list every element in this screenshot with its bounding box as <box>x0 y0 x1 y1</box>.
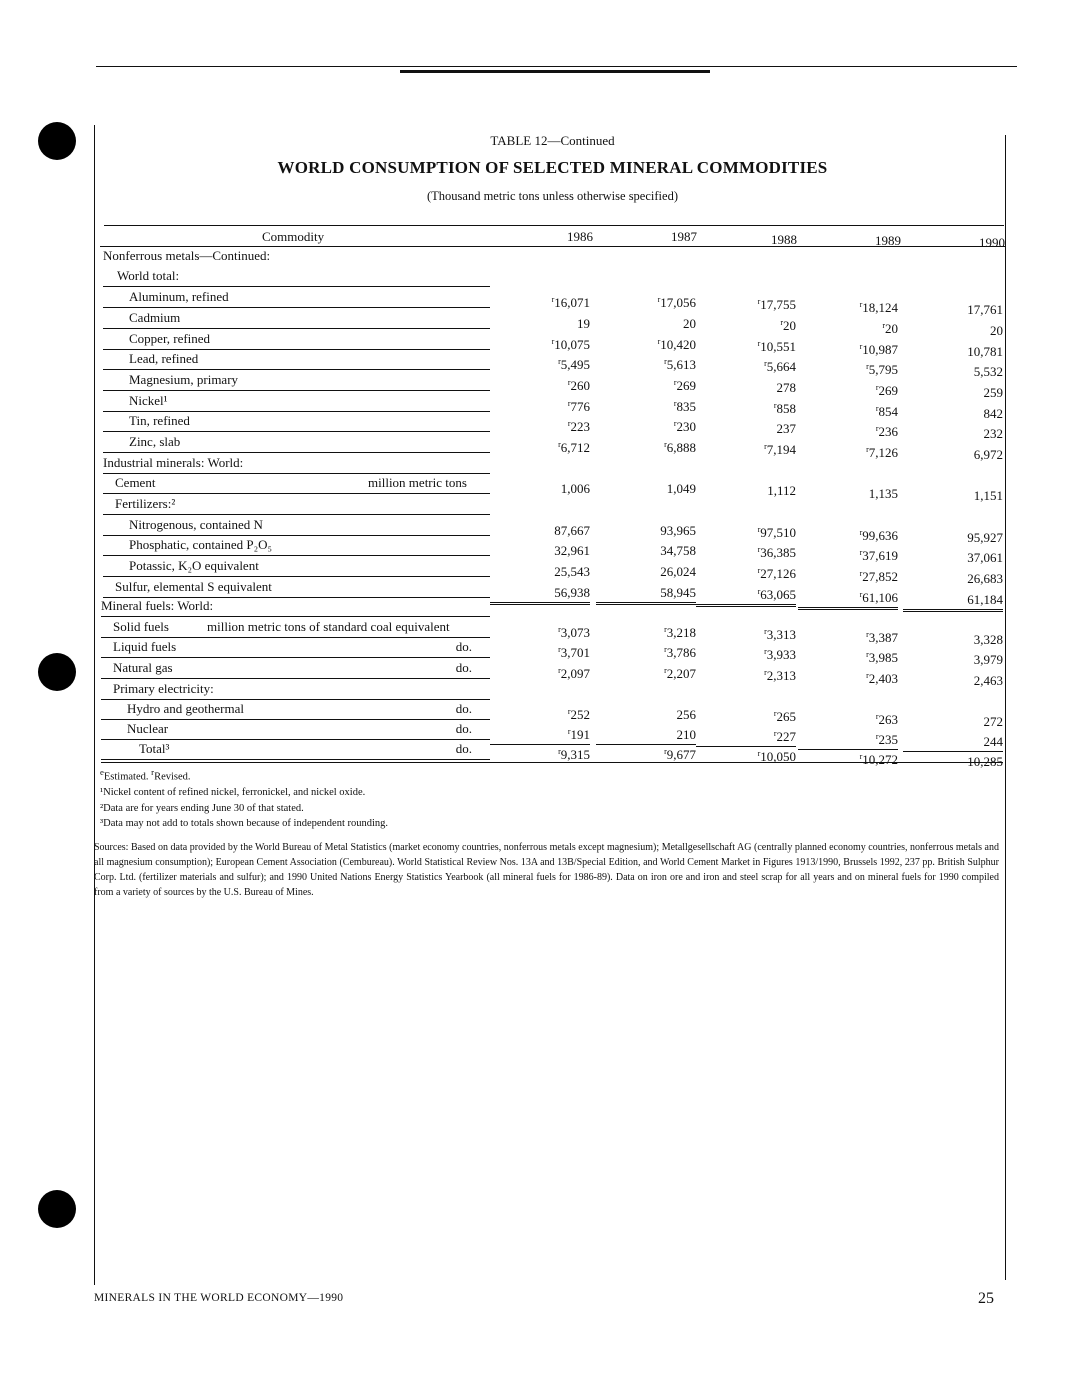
table-row <box>0 455 1071 475</box>
revised-marker: r <box>866 445 869 454</box>
cell-value: 5,795 <box>868 362 898 378</box>
row-label: Cement <box>115 475 156 490</box>
row-label: Liquid fuels <box>113 639 177 654</box>
cell-value: 210 <box>676 727 696 742</box>
cell-value: 99,636 <box>862 528 898 544</box>
revised-marker: r <box>558 645 561 654</box>
cell-value: 20 <box>683 316 696 331</box>
cell-value: 278 <box>776 380 796 395</box>
cell-value: 36,385 <box>760 545 796 561</box>
row-rule <box>103 349 490 350</box>
row-rule <box>103 369 490 370</box>
row-rule <box>103 576 490 577</box>
footnote-3: ³Data may not add to totals shown because of independent rounding. <box>100 818 389 829</box>
row-label: Nonferrous metals—Continued: <box>103 248 271 263</box>
running-footer: MINERALS IN THE WORLD ECONOMY—1990 <box>94 1292 344 1304</box>
row-rule <box>103 390 490 391</box>
table-cell <box>596 440 696 456</box>
column-header-commodity: Commodity <box>262 229 325 244</box>
cell-value: 244 <box>983 734 1003 749</box>
table-row <box>0 639 1071 667</box>
cell-value: 5,495 <box>560 357 590 373</box>
row-rule <box>101 699 490 700</box>
revised-marker: r <box>673 378 677 387</box>
row-label: World total: <box>117 268 180 283</box>
table-cell <box>490 645 590 661</box>
revised-marker: r <box>875 424 879 433</box>
table-cell <box>596 564 696 580</box>
cell-value: 2,403 <box>868 671 898 687</box>
cell-value: 235 <box>878 732 898 748</box>
table-row <box>0 475 1071 503</box>
revised-marker: r <box>866 630 869 639</box>
table-cell <box>596 666 696 682</box>
cell-value: 1,049 <box>666 481 696 496</box>
cell-value: 3,073 <box>560 625 590 641</box>
cell-value: 61,184 <box>967 592 1003 607</box>
cell-value: 17,056 <box>660 295 696 311</box>
cell-value: 16,071 <box>554 295 590 311</box>
row-label: Nitrogenous, contained N <box>129 517 263 532</box>
table-cell <box>596 357 696 373</box>
cell-value: 20 <box>783 318 796 334</box>
table-cell <box>490 419 590 435</box>
table-row <box>0 310 1071 338</box>
table-cell <box>596 481 696 497</box>
revised-marker: r <box>757 525 761 534</box>
cell-value: 87,667 <box>554 523 590 538</box>
table-row <box>0 289 1071 317</box>
cell-value: 3,313 <box>766 627 796 643</box>
cell-value: 5,532 <box>973 364 1003 379</box>
cell-value: 227 <box>776 729 796 745</box>
revised-marker: r <box>558 625 561 634</box>
revised-marker: r <box>882 321 885 330</box>
cell-value: 3,985 <box>868 650 898 666</box>
cell-value: 26,024 <box>660 564 696 579</box>
cell-value: 269 <box>676 378 696 394</box>
cell-value: 58,945 <box>660 585 696 600</box>
revised-marker: r <box>664 666 667 675</box>
cell-value: 26,683 <box>967 571 1003 586</box>
table-cell <box>596 316 696 332</box>
cell-value: 256 <box>676 707 696 722</box>
footnote-marker: r <box>151 767 155 777</box>
cell-value: 19 <box>577 316 590 331</box>
revised-marker: r <box>764 442 767 451</box>
revised-marker: r <box>859 528 863 537</box>
row-label: Potassic, K₂O equivalent <box>129 558 259 573</box>
table-row <box>0 413 1071 441</box>
footnote-text: Revised. <box>154 771 191 783</box>
cell-value: 1,006 <box>560 481 590 496</box>
revised-marker: r <box>657 337 661 346</box>
revised-marker: r <box>757 545 761 554</box>
column-header-year: 1989 <box>875 233 901 248</box>
row-rule <box>103 452 490 453</box>
cell-value: 854 <box>878 404 898 420</box>
row-label: Total³ <box>139 741 170 756</box>
revised-marker: r <box>558 357 561 366</box>
cell-value: 32,961 <box>554 543 590 558</box>
row-label: Hydro and geothermal <box>127 701 244 716</box>
row-rule <box>103 411 490 412</box>
table-row <box>0 268 1071 288</box>
table-cell <box>490 378 590 394</box>
cell-value: 3,701 <box>560 645 590 661</box>
table-row <box>0 372 1071 400</box>
table-row <box>0 537 1071 565</box>
cell-value: 3,218 <box>666 625 696 641</box>
cell-value: 272 <box>983 714 1003 729</box>
row-rule <box>103 555 490 556</box>
table-cell <box>490 295 590 311</box>
cell-value: 6,972 <box>973 447 1003 462</box>
row-rule <box>101 637 490 638</box>
row-label: Cadmium <box>129 310 181 325</box>
cell-value: 3,933 <box>766 647 796 663</box>
table-cell <box>903 754 1003 770</box>
revised-marker: r <box>875 404 879 413</box>
table-cell <box>490 543 590 559</box>
cell-value: 263 <box>878 712 898 728</box>
cell-value: 1,112 <box>767 483 796 498</box>
cell-value: 93,965 <box>660 523 696 538</box>
cell-value: 1,151 <box>973 488 1003 503</box>
table-cell <box>596 419 696 435</box>
table-cell <box>696 749 796 765</box>
revised-marker: r <box>773 709 777 718</box>
footnote-text: Estimated. <box>103 771 152 783</box>
table-label: TABLE 12—Continued <box>490 133 615 148</box>
row-unit: do. <box>455 741 472 756</box>
cell-value: 2,207 <box>666 666 696 682</box>
table-footnotes <box>100 765 388 832</box>
revised-marker: r <box>875 383 879 392</box>
cell-value: 10,420 <box>660 337 696 353</box>
row-rule <box>101 678 490 679</box>
cell-value: 9,677 <box>666 747 696 763</box>
row-unit: million metric tons <box>368 475 467 490</box>
cell-value: 237 <box>776 421 796 436</box>
table-row <box>0 434 1071 462</box>
table-cell <box>490 481 590 497</box>
cell-value: 236 <box>878 424 898 440</box>
cell-value: 37,061 <box>967 550 1003 565</box>
cell-value: 232 <box>983 426 1003 441</box>
revised-marker: r <box>558 440 561 449</box>
row-label: Primary electricity: <box>113 681 214 696</box>
table-row <box>0 558 1071 586</box>
revised-marker: r <box>558 747 561 756</box>
row-rule <box>101 759 490 760</box>
table-cell <box>596 747 696 763</box>
revised-marker: r <box>757 749 761 758</box>
revised-marker: r <box>757 297 761 306</box>
row-label: Natural gas <box>113 660 173 675</box>
revised-marker: r <box>673 419 677 428</box>
row-rule <box>101 616 490 617</box>
revised-marker: r <box>875 732 879 741</box>
cell-value: 2,313 <box>766 668 796 684</box>
revised-marker: r <box>664 440 667 449</box>
column-header-year: 1990 <box>979 235 1005 250</box>
revised-marker: r <box>859 569 863 578</box>
table-cell <box>490 564 590 580</box>
row-label: Mineral fuels: World: <box>101 598 214 613</box>
revised-marker: r <box>764 627 767 636</box>
table-cell <box>798 752 898 768</box>
cell-value: 97,510 <box>760 525 796 541</box>
cell-value: 3,328 <box>973 632 1003 647</box>
page-top-rule-thick <box>400 70 710 73</box>
row-label: Magnesium, primary <box>129 372 239 387</box>
cell-value: 2,463 <box>973 673 1003 688</box>
cell-value: 223 <box>570 419 590 435</box>
row-label: Zinc, slab <box>129 434 181 449</box>
row-label: Industrial minerals: World: <box>103 455 244 470</box>
cell-value: 17,755 <box>760 297 796 313</box>
revised-marker: r <box>558 666 561 675</box>
cell-value: 6,888 <box>666 440 696 456</box>
table-row <box>0 741 1071 769</box>
cell-value: 230 <box>676 419 696 435</box>
revised-marker: r <box>764 647 767 656</box>
row-rule <box>101 719 490 720</box>
column-header-year: 1987 <box>671 229 697 244</box>
row-label: Sulfur, elemental S equivalent <box>115 579 272 594</box>
cell-value: 2,097 <box>560 666 590 682</box>
cell-value: 7,194 <box>766 442 796 458</box>
table-cell <box>596 645 696 661</box>
revised-marker: r <box>859 300 863 309</box>
footnote-estimated-revised <box>100 765 388 785</box>
revised-marker: r <box>764 668 767 677</box>
revised-marker: r <box>664 747 667 756</box>
row-rule <box>103 286 490 287</box>
revised-marker: r <box>551 337 555 346</box>
cell-value: 63,065 <box>760 587 796 603</box>
cell-value: 10,285 <box>967 754 1003 769</box>
table-cell <box>596 543 696 559</box>
row-rule <box>103 535 490 536</box>
revised-marker: r <box>664 357 667 366</box>
footnote-1: ¹Nickel content of refined nickel, ferronickel, and nickel oxide. <box>100 787 366 798</box>
cell-value: 61,106 <box>862 590 898 606</box>
table-cell <box>490 316 590 332</box>
revised-marker: r <box>859 548 863 557</box>
row-label: Tin, refined <box>129 413 190 428</box>
revised-marker: r <box>859 752 863 761</box>
cell-value: 37,619 <box>862 548 898 564</box>
cell-value: 27,852 <box>862 569 898 585</box>
cell-value: 252 <box>570 707 590 723</box>
revised-marker: r <box>764 359 767 368</box>
cell-value: 6,712 <box>560 440 590 456</box>
revised-marker: r <box>567 707 571 716</box>
page-number: 25 <box>978 1290 994 1307</box>
cell-value: 7,126 <box>868 445 898 461</box>
cell-value: 10,551 <box>760 339 796 355</box>
row-label: Lead, refined <box>129 351 199 366</box>
cell-value: 3,387 <box>868 630 898 646</box>
table-row <box>0 681 1071 701</box>
cell-value: 835 <box>676 399 696 415</box>
table-cell <box>596 295 696 311</box>
row-label: Aluminum, refined <box>129 289 229 304</box>
cell-value: 842 <box>983 406 1003 421</box>
row-rule <box>103 431 490 432</box>
row-unit: do. <box>455 639 472 654</box>
table-cell <box>490 666 590 682</box>
revised-marker: r <box>757 339 761 348</box>
cell-value: 20 <box>885 321 898 337</box>
footnote-2: ²Data are for years ending June 30 of that stated. <box>100 802 304 814</box>
row-rule <box>101 739 490 740</box>
row-rule <box>101 657 490 658</box>
revised-marker: r <box>664 625 667 634</box>
table-cell <box>490 357 590 373</box>
revised-marker: r <box>757 587 761 596</box>
table-row <box>0 351 1071 379</box>
table-cell <box>490 440 590 456</box>
row-unit: do. <box>455 701 472 716</box>
cell-value: 10,272 <box>862 752 898 768</box>
row-label: Nuclear <box>127 721 169 736</box>
revised-marker: r <box>757 566 761 575</box>
revised-marker: r <box>567 378 571 387</box>
cell-value: 25,543 <box>554 564 590 579</box>
revised-marker: r <box>859 342 863 351</box>
cell-value: 10,781 <box>967 344 1003 359</box>
row-unit: do. <box>455 721 472 736</box>
row-label: Nickel¹ <box>129 393 168 408</box>
cell-value: 9,315 <box>560 747 590 763</box>
revised-marker: r <box>567 399 571 408</box>
revised-marker: r <box>773 401 777 410</box>
cell-value: 10,050 <box>760 749 796 765</box>
sources-note: Sources: Based on data provided by the World Bureau of Metal Statistics (market economy countries, nonferrous metals except magnesium); Metallgesellschaft AG (centrally planned economy countries, nonferrous metals and all magnesium consumption); European Cement Association (Cembureau). World Statistical Review Nos. 13A and 13B/Special Edition, and World Cement Market in Figures 1913/1990, Brussels 1992, 237 pp. British Sulphur Corp. Ltd. (fertilizer materials and sulfur); and 1990 United Nations Energy Statistics Yearbook (all mineral fuels for 1986-89). Data on iron ore and iron and steel scrap for all years and on mineral fuels for 1990 compiled from a variety of sources by the U.S. Bureau of Mines. <box>94 842 999 898</box>
row-rule <box>103 514 490 515</box>
row-rule <box>103 307 490 308</box>
cell-value: 265 <box>776 709 796 725</box>
table-row <box>0 496 1071 516</box>
revised-marker: r <box>551 295 555 304</box>
cell-value: 34,758 <box>660 543 696 558</box>
cell-value: 56,938 <box>554 585 590 600</box>
table-header-rule-top <box>104 225 1004 226</box>
table-subtitle: (Thousand metric tons unless otherwise specified) <box>427 189 678 203</box>
cell-value: 18,124 <box>862 300 898 316</box>
cell-value: 269 <box>878 383 898 399</box>
row-rule <box>103 328 490 329</box>
revised-marker: r <box>866 650 869 659</box>
table-cell <box>596 378 696 394</box>
column-header-year: 1986 <box>567 229 593 244</box>
cell-value: 1,135 <box>868 486 898 501</box>
cell-value: 259 <box>983 385 1003 400</box>
revised-marker: r <box>866 362 869 371</box>
cell-value: 27,126 <box>760 566 796 582</box>
revised-marker: r <box>567 419 571 428</box>
revised-marker: r <box>657 295 661 304</box>
cell-value: 191 <box>570 727 590 743</box>
row-rule <box>103 473 490 474</box>
cell-value: 20 <box>990 323 1003 338</box>
page-top-rule <box>96 66 1017 67</box>
cell-value: 10,075 <box>554 337 590 353</box>
row-label: Phosphatic, contained P₂O₅ <box>129 537 273 552</box>
table-cell <box>490 747 590 763</box>
revised-marker: r <box>780 318 783 327</box>
cell-value: 858 <box>776 401 796 417</box>
revised-marker: r <box>567 727 571 736</box>
revised-marker: r <box>773 729 777 738</box>
revised-marker: r <box>673 399 677 408</box>
cell-value: 776 <box>570 399 590 415</box>
footnote-marker: e <box>100 767 104 777</box>
table-row <box>0 660 1071 688</box>
cell-value: 10,987 <box>862 342 898 358</box>
table-row <box>0 598 1071 618</box>
cell-value: 5,664 <box>766 359 796 375</box>
cell-value: 260 <box>570 378 590 394</box>
row-label: Solid fuels <box>113 619 169 634</box>
row-label: Fertilizers:² <box>115 496 176 511</box>
row-rule <box>103 493 490 494</box>
cell-value: 5,613 <box>666 357 696 373</box>
revised-marker: r <box>875 712 879 721</box>
revised-marker: r <box>664 645 667 654</box>
row-unit: do. <box>455 660 472 675</box>
table-row <box>0 248 1071 268</box>
column-header-year: 1988 <box>771 232 797 247</box>
revised-marker: r <box>866 671 869 680</box>
cell-value: 95,927 <box>967 530 1003 545</box>
cell-value: 3,786 <box>666 645 696 661</box>
cell-value: 3,979 <box>973 652 1003 667</box>
row-label: Copper, refined <box>129 331 211 346</box>
revised-marker: r <box>859 590 863 599</box>
cell-value: 17,761 <box>967 302 1003 317</box>
page-title: WORLD CONSUMPTION OF SELECTED MINERAL COMMODITIES <box>277 158 828 177</box>
row-unit: million metric tons of standard coal equivalent <box>207 619 450 634</box>
punch-hole-bottom <box>38 1190 76 1228</box>
